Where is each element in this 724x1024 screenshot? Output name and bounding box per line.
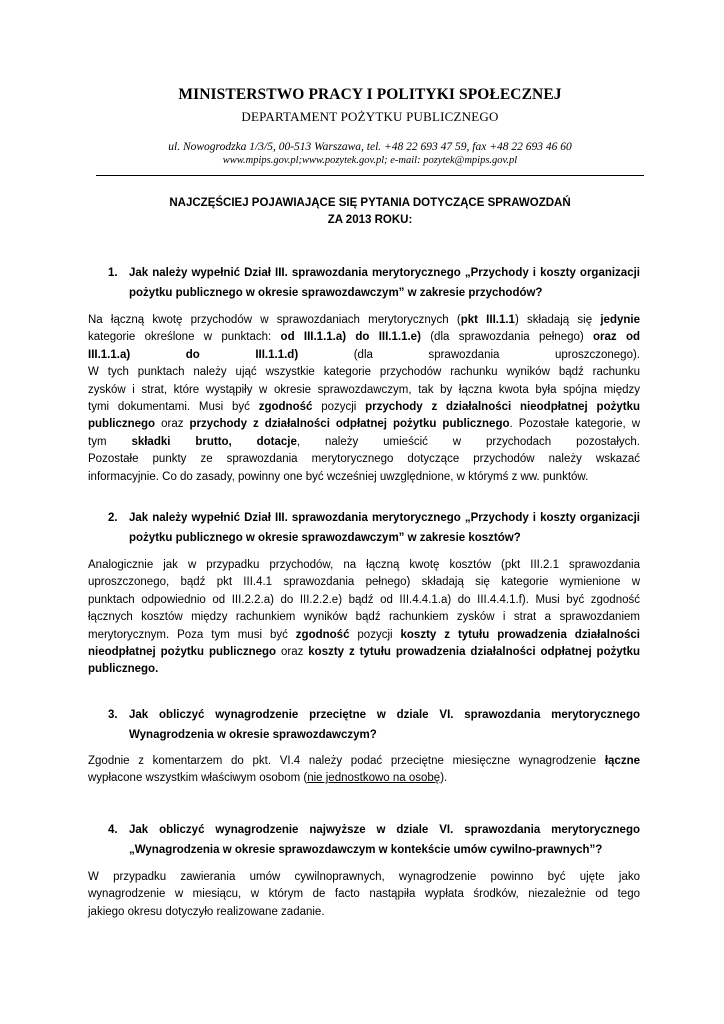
text-run: ) składają się — [514, 314, 601, 326]
answer-line — [88, 627, 640, 644]
text-run: jakiego okresu dotyczyło realizowane zadanie. — [88, 905, 325, 918]
bold-text: III.1.1.a) do III.1.1.d) — [88, 348, 299, 361]
text-run: uproszczonego, bądź pkt III.4.1 sprawozdania pełnego) składają się kategorie wymienione w — [88, 576, 640, 589]
bold-text: pkt III.1.1 — [460, 314, 515, 326]
answer-line — [88, 644, 640, 661]
question-text — [129, 508, 640, 548]
bold-text: przychody z działalności odpłatnej pożytku publicznego — [189, 418, 510, 431]
question-number: 4. — [108, 824, 118, 836]
web-contact-line: www.mpips.gov.pl;www.pozytek.gov.pl; e-mail: pozytek@mpips.gov.pl — [222, 155, 518, 166]
answer-line — [88, 329, 640, 346]
bold-text: łączne — [604, 755, 640, 767]
question-text — [129, 705, 640, 745]
address-line: ul. Nowogrodzka 1/3/5, 00-513 Warszawa, tel. +48 22 693 47 59, fax +48 22 693 46 60 — [168, 141, 572, 153]
text-run: Na łączną kwotę przychodów w sprawozdaniach merytorycznych ( — [88, 314, 461, 326]
text-run: pozycji — [312, 401, 366, 414]
answer-line — [88, 416, 640, 433]
text-run: wypłacone wszystkim właściwym osobom ( — [88, 772, 308, 785]
bold-text: koszty z tytułu prowadzenia działalności odpłatnej pożytku — [308, 646, 640, 659]
question-number: 2. — [108, 512, 118, 524]
answer-1 — [88, 312, 640, 486]
question-line: Jak obliczyć wynagrodzenie przeciętne w dziale VI. sprawozdania merytorycznego — [129, 709, 640, 721]
underlined-text: nie jednostkowo na osobę — [307, 772, 441, 785]
answer-line — [88, 592, 640, 609]
text-run: pozycji — [349, 628, 401, 641]
answer-line — [88, 886, 640, 903]
bold-text: zgodność — [295, 628, 350, 641]
answer-line — [88, 347, 640, 364]
text-run: Analogicznie jak w przypadku przychodów, na łączną kwotę kosztów (pkt III.2.1 sprawozdania — [88, 559, 640, 571]
text-run: Pozostałe punkty ze sprawozdania merytorycznego dotyczące przychodów należy wskazać — [88, 453, 640, 466]
header-divider — [96, 175, 644, 176]
bold-text: oraz od — [593, 331, 641, 344]
answer-line — [88, 312, 640, 329]
answer-line — [88, 434, 640, 451]
text-run: punktach odpowiednio od III.2.2.a) do III.2.2.e) bądź od III.4.4.1.a) do III.4.4.1.f). Musi być zgodność — [88, 593, 640, 606]
question-line: „Wynagrodzenia w okresie sprawozdawczym w kontekście umów cywilno-prawnych”? — [129, 844, 603, 856]
answer-line — [88, 364, 640, 381]
text-run: ). — [440, 772, 448, 785]
question-text — [129, 263, 640, 303]
document-title-line-2: ZA 2013 ROKU: — [327, 214, 413, 226]
text-run: (dla sprawozdania uproszczonego). — [298, 348, 640, 361]
bold-text: od III.1.1.a) do III.1.1.e) — [280, 331, 421, 344]
question-number: 3. — [108, 709, 118, 721]
text-run: zysków i strat, które wystąpiły w okresie sprawozdawczym, tak by łączna kwota była spójna między — [88, 383, 640, 396]
bold-text: publicznego. — [88, 663, 159, 676]
bold-text: publicznego — [88, 418, 156, 431]
text-run: tymi dokumentami. Musi być — [88, 401, 259, 414]
text-run: kategorie określone w punktach: — [88, 331, 281, 344]
answer-2 — [88, 557, 640, 679]
bold-text: jedynie — [600, 314, 640, 326]
text-run: informacyjnie. Co do zasady, powinny one być wcześniej uwzględnione, w którymś z ww. punktów. — [88, 470, 589, 483]
bold-text: koszty z tytułu prowadzenia działalności — [400, 628, 640, 641]
text-run: , należy umieścić w przychodach pozostałych. — [296, 435, 640, 448]
answer-4 — [88, 869, 640, 921]
bold-text: zgodność — [258, 401, 313, 414]
document-title-line-1: NAJCZĘŚCIEJ POJAWIAJĄCE SIĘ PYTANIA DOTYCZĄCE SPRAWOZDAŃ — [169, 197, 571, 209]
question-line: pożytku publicznego w okresie sprawozdawczym” w zakresie przychodów? — [129, 287, 543, 299]
text-run: W tych punktach należy ująć wszystkie kategorie przychodów rachunku wyników bądź rachunku — [88, 366, 640, 379]
bold-text: przychody z działalności nieodpłatnej pożytku — [365, 401, 640, 414]
answer-line — [88, 770, 640, 787]
answer-line — [88, 661, 640, 678]
answer-line — [88, 557, 640, 574]
answer-line — [88, 904, 640, 921]
department-name: DEPARTAMENT POŻYTKU PUBLICZNEGO — [241, 109, 499, 124]
ministry-name: MINISTERSTWO PRACY I POLITYKI SPOŁECZNEJ — [178, 86, 562, 103]
answer-line — [88, 869, 640, 886]
text-run: łącznych kosztów między rachunkiem wyników bądź rachunkiem zysków i strat a sprawozdaniem — [88, 611, 640, 624]
text-run: W przypadku zawierania umów cywilnoprawnych, wynagrodzenie powinno być ujęte jako — [88, 871, 640, 883]
answer-3 — [88, 753, 640, 788]
text-run: wynagrodzenie w miesiącu, w którym de facto nastąpiła wypłata środków, niezależnie od tego — [88, 888, 640, 901]
question-line: Wynagrodzenia w okresie sprawozdawczym? — [129, 729, 377, 741]
question-number: 1. — [108, 267, 118, 279]
answer-line — [88, 574, 640, 591]
text-run: (dla sprawozdania pełnego) — [420, 331, 594, 344]
answer-line — [88, 469, 640, 486]
question-line: Jak należy wypełnić Dział III. sprawozdania merytorycznego „Przychody i koszty organizacji — [129, 267, 640, 279]
text-run: . Pozostałe kategorie, w — [509, 418, 641, 431]
text-run: Zgodnie z komentarzem do pkt. VI.4 należy podać przeciętne miesięczne wynagrodzenie — [88, 755, 605, 767]
answer-line — [88, 753, 640, 770]
text-run: oraz — [155, 418, 190, 431]
bold-text: składki brutto, dotacje — [131, 435, 297, 448]
question-line: Jak należy wypełnić Dział III. sprawozdania merytorycznego „Przychody i koszty organizacji — [129, 512, 640, 524]
answer-line — [88, 451, 640, 468]
text-run: merytorycznym. Poza tym musi być — [88, 628, 296, 641]
text-run: oraz — [276, 646, 309, 659]
answer-line — [88, 382, 640, 399]
question-line: pożytku publicznego w okresie sprawozdawczym” w zakresie kosztów? — [129, 532, 521, 544]
question-text — [129, 820, 640, 860]
bold-text: nieodpłatnej pożytku publicznego — [88, 646, 277, 659]
answer-line — [88, 399, 640, 416]
answer-line — [88, 609, 640, 626]
question-line: Jak obliczyć wynagrodzenie najwyższe w dziale VI. sprawozdania merytorycznego — [129, 824, 640, 836]
text-run: tym — [88, 435, 132, 448]
